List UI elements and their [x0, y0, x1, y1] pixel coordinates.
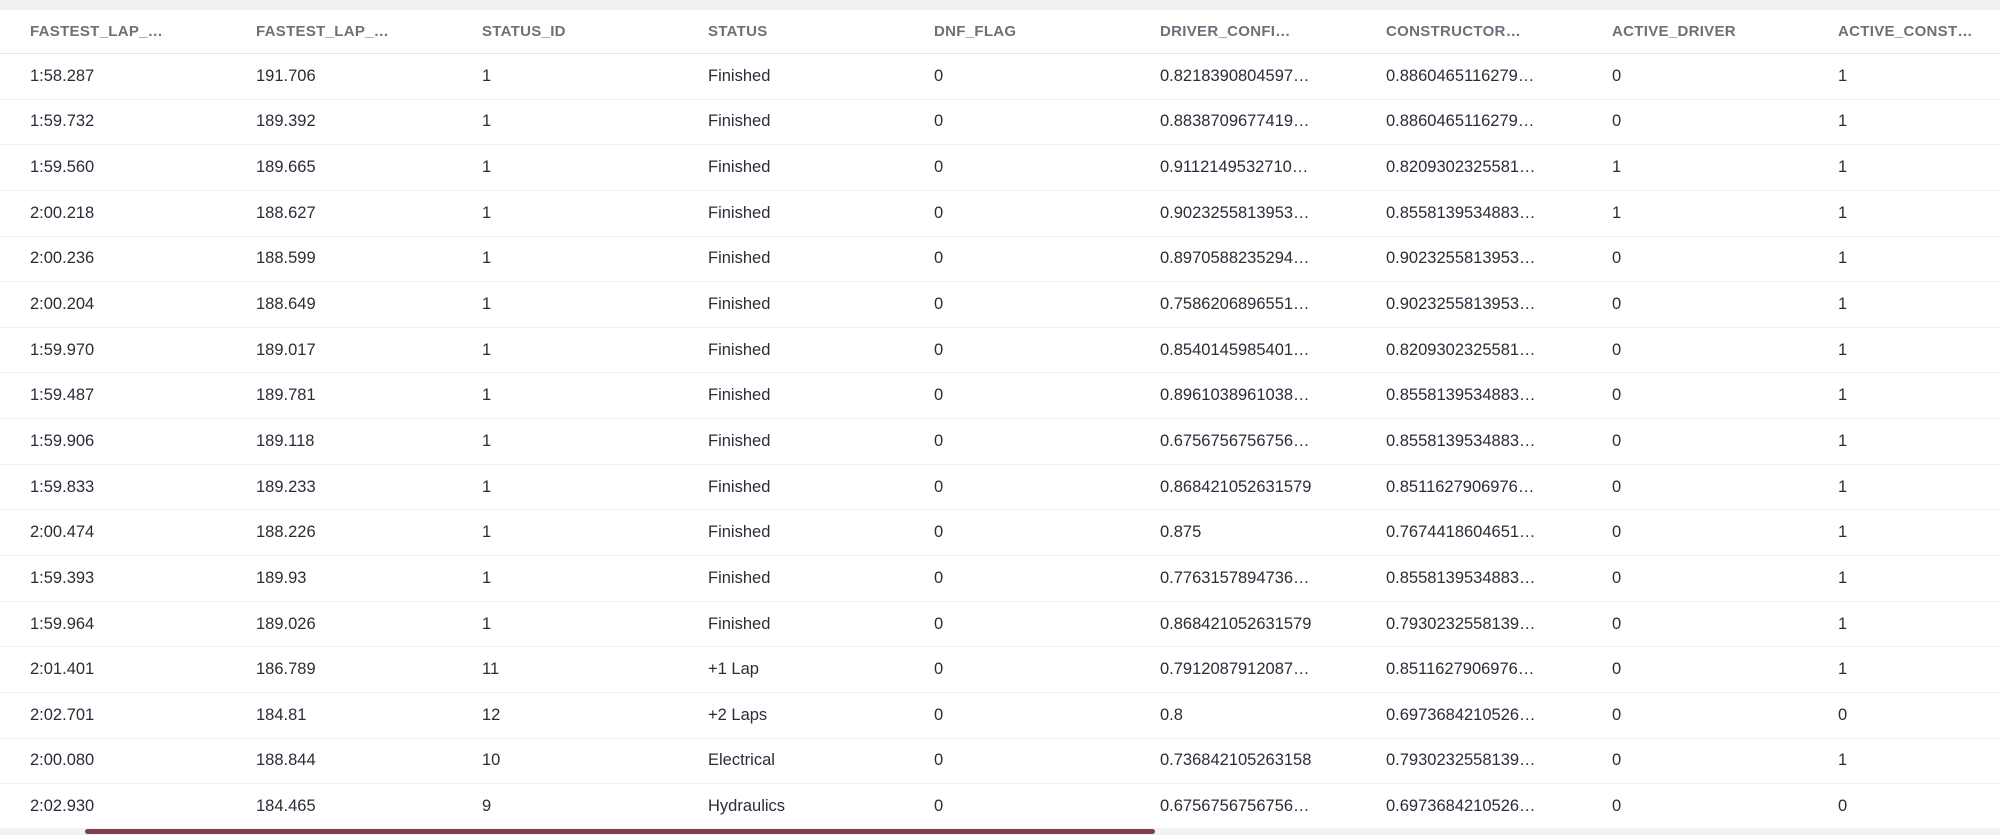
column-header-7[interactable]: ACTIVE_DRIVER	[1612, 23, 1736, 40]
table-cell[interactable]: 0.7586206896551…	[1160, 295, 1310, 314]
table-cell[interactable]: 189.392	[256, 112, 316, 131]
table-cell[interactable]: 1	[482, 614, 492, 633]
table-cell[interactable]: 188.599	[256, 249, 316, 268]
table-cell[interactable]: Finished	[708, 158, 771, 177]
table-row	[0, 100, 2000, 146]
table-row	[0, 784, 2000, 830]
table-cell[interactable]: 0	[1612, 477, 1622, 496]
table-cell[interactable]: 1	[1838, 431, 1848, 450]
table-cell[interactable]: 0	[934, 431, 944, 450]
table-cell[interactable]: 1	[482, 203, 492, 222]
table-cell[interactable]: 189.118	[256, 431, 315, 450]
table-cell[interactable]: 0.8511627906976…	[1386, 660, 1535, 679]
table-cell[interactable]: 188.226	[256, 523, 316, 542]
column-header-3[interactable]: STATUS	[708, 23, 768, 40]
table-cell[interactable]: 1	[482, 158, 492, 177]
table-cell[interactable]: 2:00.204	[30, 295, 95, 314]
table-cell[interactable]: 0	[1612, 431, 1622, 450]
table-cell[interactable]: 11	[482, 660, 500, 679]
table-row	[0, 465, 2000, 511]
table-cell[interactable]: 0.8558139534883…	[1386, 568, 1536, 587]
table-cell[interactable]: 12	[482, 705, 501, 724]
table-cell[interactable]: 1	[1838, 340, 1848, 359]
table-row	[0, 237, 2000, 283]
table-cell[interactable]: 0.6756756756756…	[1160, 797, 1310, 816]
table-cell[interactable]: 0	[1612, 751, 1622, 770]
table-cell[interactable]: 1	[1838, 477, 1848, 496]
table-cell[interactable]: 1	[1612, 158, 1622, 177]
table-row	[0, 647, 2000, 693]
table-cell[interactable]: 1	[1838, 751, 1848, 770]
table-cell[interactable]: 0	[1838, 797, 1848, 816]
table-cell[interactable]: 0	[1612, 568, 1622, 587]
table-cell[interactable]: 2:02.930	[30, 797, 95, 816]
column-header-2[interactable]: STATUS_ID	[482, 23, 566, 40]
table-cell[interactable]: 0.9023255813953…	[1386, 249, 1536, 268]
table-cell[interactable]: 1	[1838, 295, 1848, 314]
table-cell[interactable]: Finished	[708, 523, 771, 542]
table-cell[interactable]: 1:59.487	[30, 386, 95, 405]
table-cell[interactable]: 2:00.080	[30, 751, 95, 770]
table-cell[interactable]: 1:59.393	[30, 568, 95, 587]
table-cell[interactable]: 0	[934, 797, 944, 816]
table-cell[interactable]: 0.8558139534883…	[1386, 386, 1536, 405]
table-header-row	[0, 10, 2000, 54]
table-cell[interactable]: 1:59.560	[30, 158, 95, 177]
table-cell[interactable]: 0	[1612, 523, 1622, 542]
table-cell[interactable]: 0.8511627906976…	[1386, 477, 1535, 496]
table-cell[interactable]: 0	[1612, 705, 1622, 724]
table-cell[interactable]: 1:59.833	[30, 477, 95, 496]
table-cell[interactable]: 0.8540145985401…	[1160, 340, 1310, 359]
table-cell[interactable]: 0	[1612, 112, 1622, 131]
table-cell[interactable]: 1:59.970	[30, 340, 95, 359]
table-cell[interactable]: 0.7930232558139…	[1386, 751, 1536, 770]
table-cell[interactable]: 1	[1838, 66, 1848, 85]
table-cell[interactable]: 2:02.701	[30, 705, 95, 724]
table-cell[interactable]: Finished	[708, 340, 771, 359]
table-row	[0, 328, 2000, 374]
table-cell[interactable]: 0.9023255813953…	[1386, 295, 1536, 314]
table-cell[interactable]: 0.7763157894736…	[1160, 568, 1310, 587]
table-cell[interactable]: Electrical	[708, 751, 775, 770]
table-cell[interactable]: 0	[934, 523, 944, 542]
table-cell[interactable]: 0	[934, 705, 944, 724]
table-row	[0, 556, 2000, 602]
table-cell[interactable]: 1	[482, 295, 492, 314]
table-cell[interactable]: 0	[934, 386, 944, 405]
table-cell[interactable]: 0.8558139534883…	[1386, 431, 1536, 450]
table-row	[0, 602, 2000, 648]
table-cell[interactable]: 188.627	[256, 203, 316, 222]
column-header-4[interactable]: DNF_FLAG	[934, 23, 1017, 40]
table-cell[interactable]: 0	[934, 112, 944, 131]
table-cell[interactable]: 0.868421052631579	[1160, 477, 1312, 496]
table-cell[interactable]: 1	[1838, 112, 1848, 131]
table-cell[interactable]: 10	[482, 751, 501, 770]
table-cell[interactable]: 0	[1838, 705, 1848, 724]
table-cell[interactable]: 0	[934, 568, 944, 587]
table-cell[interactable]: 184.465	[256, 797, 316, 816]
table-cell[interactable]: 0.8838709677419…	[1160, 112, 1310, 131]
table-cell[interactable]: 1	[482, 523, 492, 542]
table-cell[interactable]: 0.8961038961038…	[1160, 386, 1310, 405]
table-cell[interactable]: 0.8970588235294…	[1160, 249, 1310, 268]
table-cell[interactable]: 189.026	[256, 614, 316, 633]
table-cell[interactable]: 189.017	[256, 340, 316, 359]
table-cell[interactable]: 0	[934, 249, 944, 268]
table-cell[interactable]: 1	[1612, 203, 1622, 222]
table-cell[interactable]: Finished	[708, 477, 771, 496]
table-cell[interactable]: 0	[934, 477, 944, 496]
table-cell[interactable]: +2 Laps	[708, 705, 768, 724]
table-cell[interactable]: Finished	[708, 112, 771, 131]
table-cell[interactable]: 0.9112149532710…	[1160, 158, 1309, 177]
table-row	[0, 191, 2000, 237]
table-cell[interactable]: 0	[1612, 660, 1622, 679]
table-cell[interactable]: 1:58.287	[30, 66, 95, 85]
table-cell[interactable]: 188.844	[256, 751, 316, 770]
table-cell[interactable]: 0.8209302325581…	[1386, 158, 1536, 177]
table-cell[interactable]: 1	[1838, 568, 1848, 587]
table-cell[interactable]: 0.9023255813953…	[1160, 203, 1310, 222]
table-cell[interactable]: Finished	[708, 614, 771, 633]
table-cell[interactable]: 0.6973684210526…	[1386, 705, 1536, 724]
table-body	[0, 54, 2000, 830]
column-header-5[interactable]: DRIVER_CONFI…	[1160, 23, 1291, 40]
table-cell[interactable]: 191.706	[256, 66, 316, 85]
table-cell[interactable]: 1	[1838, 249, 1848, 268]
table-cell[interactable]: 0	[934, 660, 944, 679]
table-row	[0, 510, 2000, 556]
table-cell[interactable]: 1	[482, 431, 492, 450]
table-cell[interactable]: 189.781	[256, 386, 316, 405]
table-cell[interactable]: 0	[1612, 614, 1622, 633]
table-cell[interactable]: 1	[482, 112, 492, 131]
table-cell[interactable]: 0	[1612, 249, 1622, 268]
table-cell[interactable]: 186.789	[256, 660, 316, 679]
table-cell[interactable]: Finished	[708, 203, 771, 222]
table-cell[interactable]: 0.736842105263158	[1160, 751, 1312, 770]
column-header-0[interactable]: FASTEST_LAP_…	[30, 23, 164, 40]
table-cell[interactable]: 1	[1838, 203, 1848, 222]
table-cell[interactable]: 0	[934, 66, 944, 85]
table-cell[interactable]: Finished	[708, 386, 771, 405]
table-cell[interactable]: 0.7674418604651…	[1386, 523, 1536, 542]
column-header-1[interactable]: FASTEST_LAP_…	[256, 23, 390, 40]
table-cell[interactable]: Finished	[708, 295, 771, 314]
table-cell[interactable]: 2:00.236	[30, 249, 95, 268]
horizontal-scrollbar[interactable]	[0, 828, 2000, 835]
table-cell[interactable]: 1	[1838, 386, 1848, 405]
table-cell[interactable]: 1	[1838, 158, 1848, 177]
table-cell[interactable]: 0	[934, 295, 944, 314]
table-cell[interactable]: 0.6973684210526…	[1386, 797, 1536, 816]
table-row	[0, 373, 2000, 419]
table-cell[interactable]: 0	[934, 158, 944, 177]
table-row	[0, 419, 2000, 465]
table-cell[interactable]: 1	[482, 340, 492, 359]
table-cell[interactable]: 1	[482, 66, 492, 85]
horizontal-scrollbar-thumb[interactable]	[85, 829, 1155, 834]
table-cell[interactable]: 1	[482, 568, 492, 587]
table-cell[interactable]: 1:59.732	[30, 112, 95, 131]
table-cell[interactable]: 189.93	[256, 568, 307, 587]
table-cell[interactable]: 1	[1838, 614, 1848, 633]
table-cell[interactable]: 184.81	[256, 705, 307, 724]
table-cell[interactable]: Finished	[708, 66, 771, 85]
column-header-8[interactable]: ACTIVE_CONST…	[1838, 23, 1973, 40]
table-cell[interactable]: 0.875	[1160, 523, 1202, 542]
table-cell[interactable]: 0	[1612, 66, 1622, 85]
table-cell[interactable]: +1 Lap	[708, 660, 759, 679]
table-cell[interactable]: 188.649	[256, 295, 316, 314]
top-edge-divider	[0, 0, 2000, 10]
table-cell[interactable]: 0	[1612, 797, 1622, 816]
table-cell[interactable]: 0	[934, 340, 944, 359]
table-cell[interactable]: Finished	[708, 431, 771, 450]
table-cell[interactable]: 0.7912087912087…	[1160, 660, 1310, 679]
table-cell[interactable]: 0.8218390804597…	[1160, 66, 1310, 85]
table-row	[0, 739, 2000, 785]
table-cell[interactable]: 1	[482, 249, 492, 268]
table-cell[interactable]: 9	[482, 797, 492, 816]
table-cell[interactable]: 2:00.474	[30, 523, 95, 542]
table-cell[interactable]: 0	[1612, 340, 1622, 359]
table-cell[interactable]: 0	[934, 751, 944, 770]
table-cell[interactable]: Finished	[708, 568, 771, 587]
table-row	[0, 693, 2000, 739]
table-cell[interactable]: 0	[1612, 295, 1622, 314]
table-cell[interactable]: 1	[1838, 660, 1848, 679]
table-cell[interactable]: 0.868421052631579	[1160, 614, 1312, 633]
table-cell[interactable]: 0.8860465116279…	[1386, 112, 1535, 131]
table-cell[interactable]: 189.665	[256, 158, 316, 177]
table-cell[interactable]: 189.233	[256, 477, 316, 496]
table-cell[interactable]: Finished	[708, 249, 771, 268]
table-cell[interactable]: 0.8	[1160, 705, 1183, 724]
table-cell[interactable]: 1:59.964	[30, 614, 95, 633]
table-cell[interactable]: Hydraulics	[708, 797, 786, 816]
table-cell[interactable]: 2:01.401	[30, 660, 95, 679]
table-cell[interactable]: 0.6756756756756…	[1160, 431, 1310, 450]
table-cell[interactable]: 0.8209302325581…	[1386, 340, 1536, 359]
table-cell[interactable]: 0.7930232558139…	[1386, 614, 1536, 633]
table-cell[interactable]: 1	[1838, 523, 1848, 542]
table-row	[0, 145, 2000, 191]
table-cell[interactable]: 1	[482, 386, 492, 405]
table-row	[0, 282, 2000, 328]
table-cell[interactable]: 0	[934, 203, 944, 222]
table-cell[interactable]: 2:00.218	[30, 203, 95, 222]
table-cell[interactable]: 0.8558139534883…	[1386, 203, 1536, 222]
table-cell[interactable]: 0	[1612, 386, 1622, 405]
column-header-6[interactable]: CONSTRUCTOR…	[1386, 23, 1521, 40]
table-cell[interactable]: 0.8860465116279…	[1386, 66, 1535, 85]
table-cell[interactable]: 1	[482, 477, 492, 496]
table-cell[interactable]: 1:59.906	[30, 431, 95, 450]
table-row	[0, 54, 2000, 100]
table-cell[interactable]: 0	[934, 614, 944, 633]
